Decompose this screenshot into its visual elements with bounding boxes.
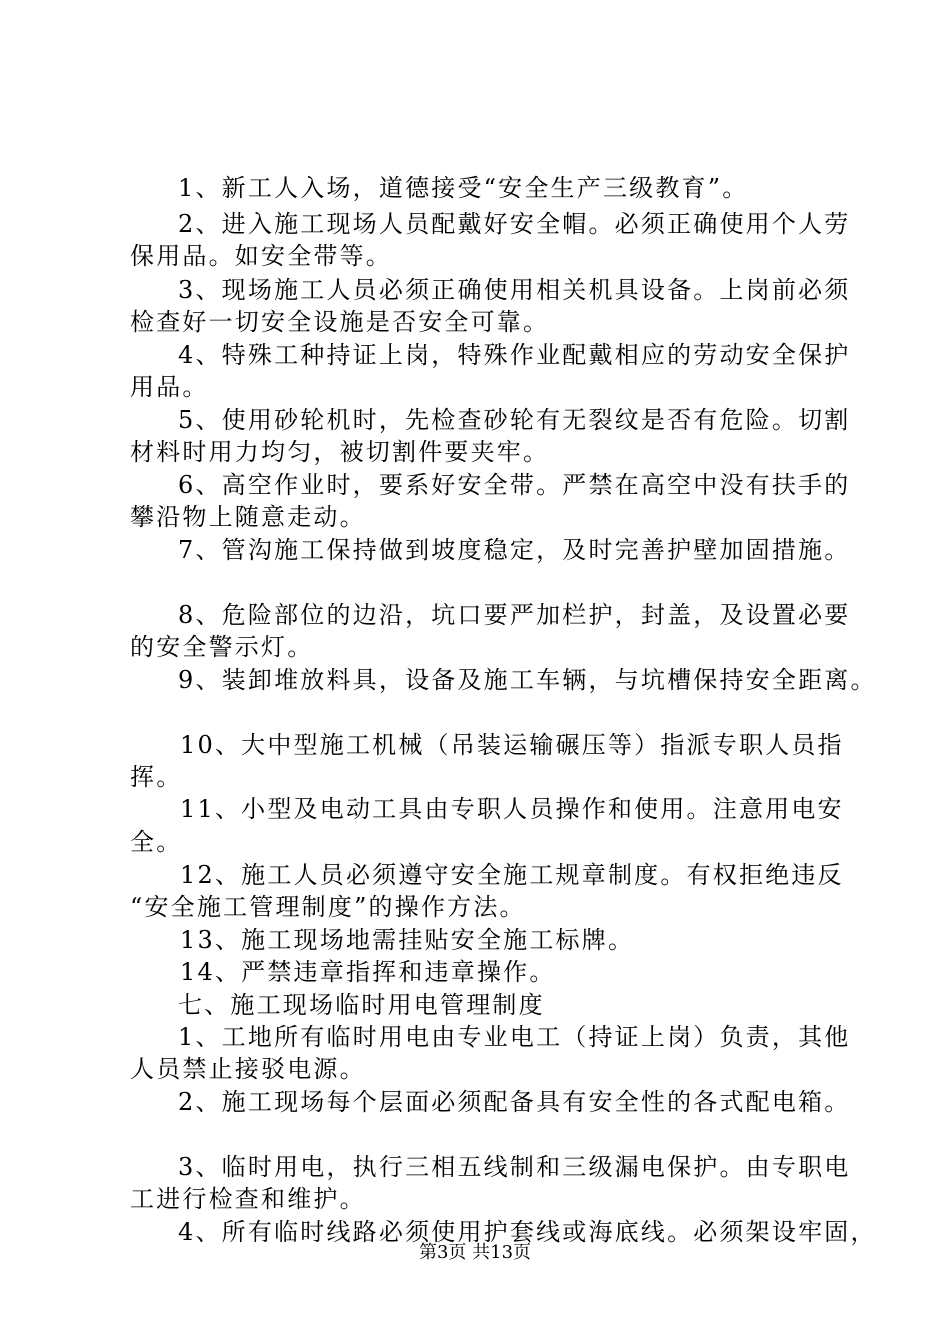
text-line: 8、危险部位的边沿，坑口要严加栏护，封盖，及设置必要: [178, 601, 851, 629]
text-line: 3、临时用电，执行三相五线制和三级漏电保护。由专职电: [178, 1153, 851, 1181]
text-line: 检查好一切安全设施是否安全可靠。: [130, 308, 550, 336]
text-line: 4、所有临时线路必须使用护套线或海底线。必须架设牢固，: [178, 1218, 877, 1246]
text-line: 挥。: [130, 763, 183, 791]
text-line: 人员禁止接驳电源。: [130, 1055, 366, 1083]
text-line: 11、小型及电动工具由专职人员操作和使用。注意用电安: [180, 795, 844, 823]
text-line: 10、大中型施工机械（吊装运输碾压等）指派专职人员指: [180, 731, 844, 759]
text-line: 1、工地所有临时用电由专业电工（持证上岗）负责，其他: [178, 1023, 851, 1051]
text-line: 9、装卸堆放料具，设备及施工车辆，与坑槽保持安全距离。: [178, 666, 877, 694]
text-line: 1、新工人入场，道德接受“安全生产三级教育”。: [178, 174, 749, 202]
text-line: 工进行检查和维护。: [130, 1185, 366, 1213]
page-number-footer: 第3页 共13页: [418, 1242, 532, 1263]
text-line: “安全施工管理制度”的操作方法。: [130, 893, 526, 921]
text-line: 12、施工人员必须遵守安全施工规章制度。有权拒绝违反: [180, 861, 844, 889]
section-heading: 七、施工现场临时用电管理制度: [178, 991, 545, 1019]
text-line: 13、施工现场地需挂贴安全施工标牌。: [180, 926, 635, 954]
text-line: 5、使用砂轮机时，先检查砂轮有无裂纹是否有危险。切割: [178, 406, 851, 434]
text-line: 4、特殊工种持证上岗，特殊作业配戴相应的劳动安全保护: [178, 341, 851, 369]
text-line: 的安全警示灯。: [130, 633, 314, 661]
text-line: 14、严禁违章指挥和违章操作。: [180, 958, 556, 986]
text-line: 7、管沟施工保持做到坡度稳定，及时完善护壁加固措施。: [178, 536, 851, 564]
text-line: 全。: [130, 828, 183, 856]
text-line: 保用品。如安全带等。: [130, 242, 392, 270]
text-line: 材料时用力均匀，被切割件要夹牢。: [130, 438, 550, 466]
text-line: 2、施工现场每个层面必须配备具有安全性的各式配电箱。: [178, 1088, 851, 1116]
text-line: 3、现场施工人员必须正确使用相关机具设备。上岗前必须: [178, 276, 851, 304]
text-line: 6、高空作业时，要系好安全带。严禁在高空中没有扶手的: [178, 471, 851, 499]
text-line: 2、进入施工现场人员配戴好安全帽。必须正确使用个人劳: [178, 210, 851, 238]
text-line: 攀沿物上随意走动。: [130, 503, 366, 531]
text-line: 用品。: [130, 373, 209, 401]
